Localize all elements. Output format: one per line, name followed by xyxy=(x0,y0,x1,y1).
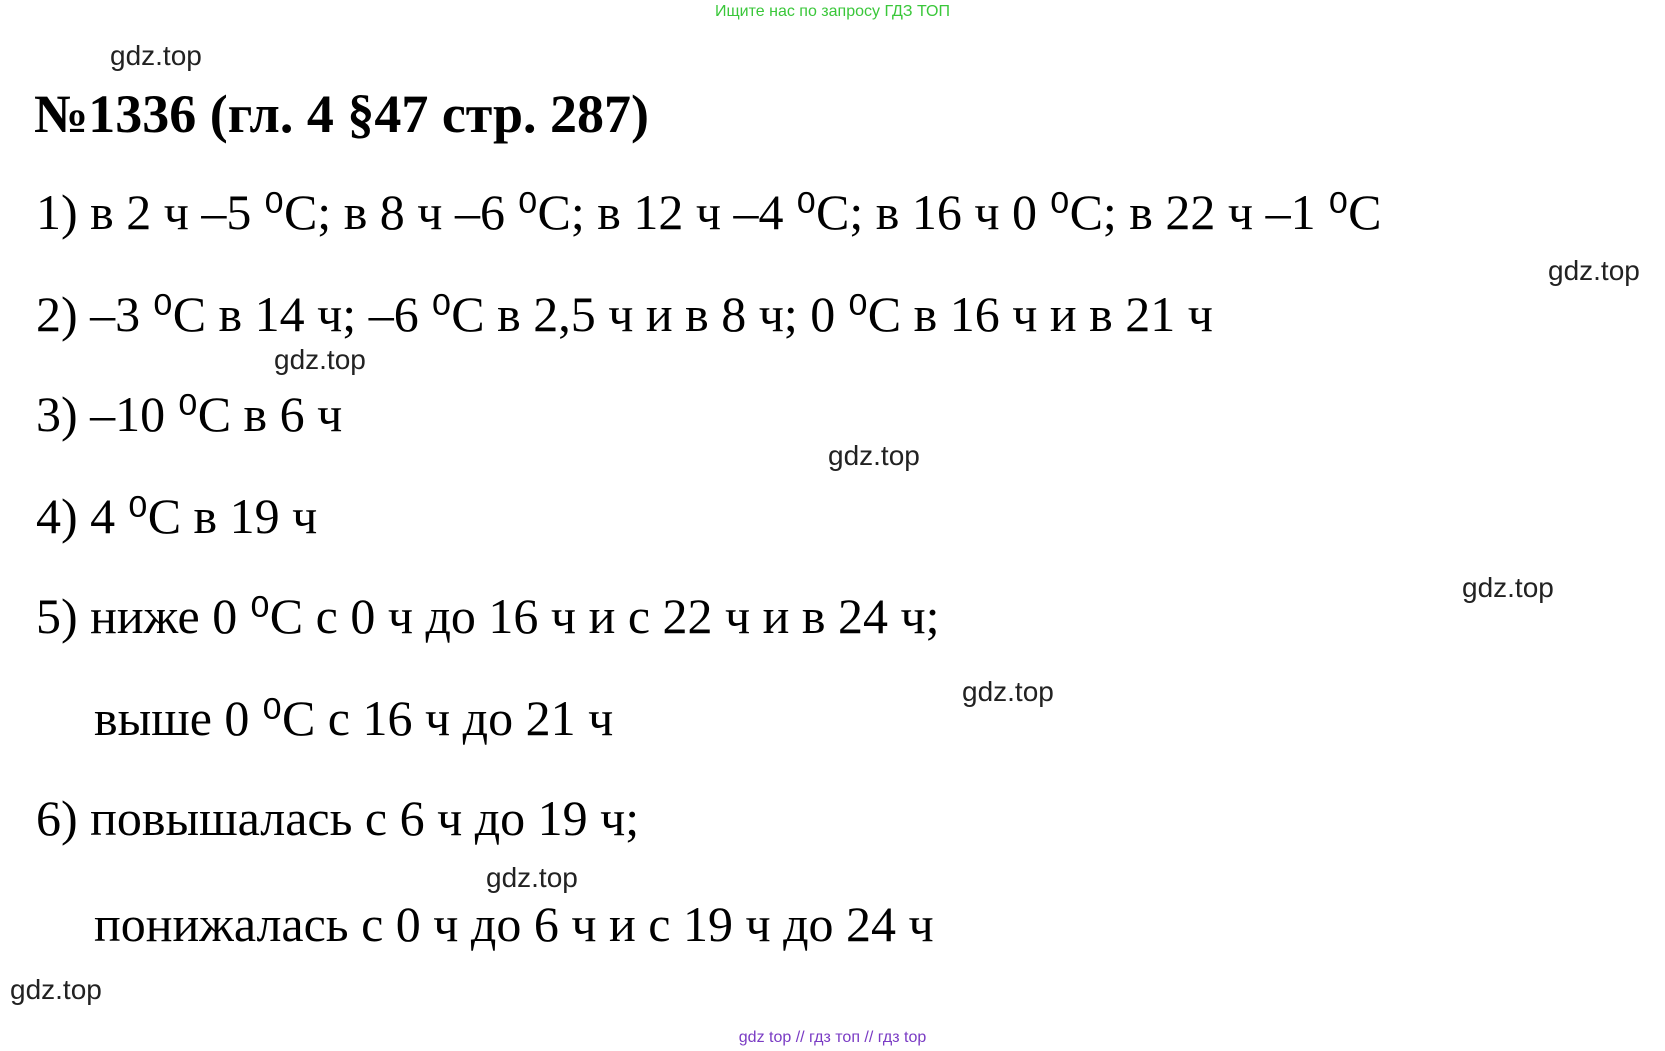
watermark: gdz.top xyxy=(1548,255,1640,286)
watermark: gdz.top xyxy=(828,440,920,471)
answer-line-6b: понижалась с 0 ч до 6 ч и с 19 ч до 24 ч xyxy=(94,896,934,952)
search-hint-banner: Ищите нас по запросу ГДЗ ТОП xyxy=(715,3,950,20)
answer-line-1: 1) в 2 ч –5 ⁰С; в 8 ч –6 ⁰С; в 12 ч –4 ⁰С; в 16 ч 0 ⁰С; в 22 ч –1 ⁰С xyxy=(36,184,1382,240)
answer-line-3: 3) –10 ⁰С в 6 ч xyxy=(36,386,343,442)
footer-links: gdz top // гдз топ // гдз top xyxy=(738,1029,927,1046)
answer-line-6a: 6) повышалась с 6 ч до 19 ч; xyxy=(36,790,640,846)
answer-line-5a: 5) ниже 0 ⁰С с 0 ч до 16 ч и с 22 ч и в 24 ч; xyxy=(36,588,940,644)
watermark: gdz.top xyxy=(274,344,366,375)
answer-line-5b: выше 0 ⁰С с 16 ч до 21 ч xyxy=(94,690,614,746)
watermark: gdz.top xyxy=(962,676,1054,707)
watermark: gdz.top xyxy=(1462,572,1554,603)
watermark: gdz.top xyxy=(110,40,202,71)
answer-line-2: 2) –3 ⁰С в 14 ч; –6 ⁰С в 2,5 ч и в 8 ч; 0 ⁰С в 16 ч и в 21 ч xyxy=(36,286,1213,342)
watermark: gdz.top xyxy=(10,974,102,1005)
problem-title: №1336 (гл. 4 §47 стр. 287) xyxy=(34,84,649,144)
watermark: gdz.top xyxy=(486,862,578,893)
answer-line-4: 4) 4 ⁰С в 19 ч xyxy=(36,488,318,544)
